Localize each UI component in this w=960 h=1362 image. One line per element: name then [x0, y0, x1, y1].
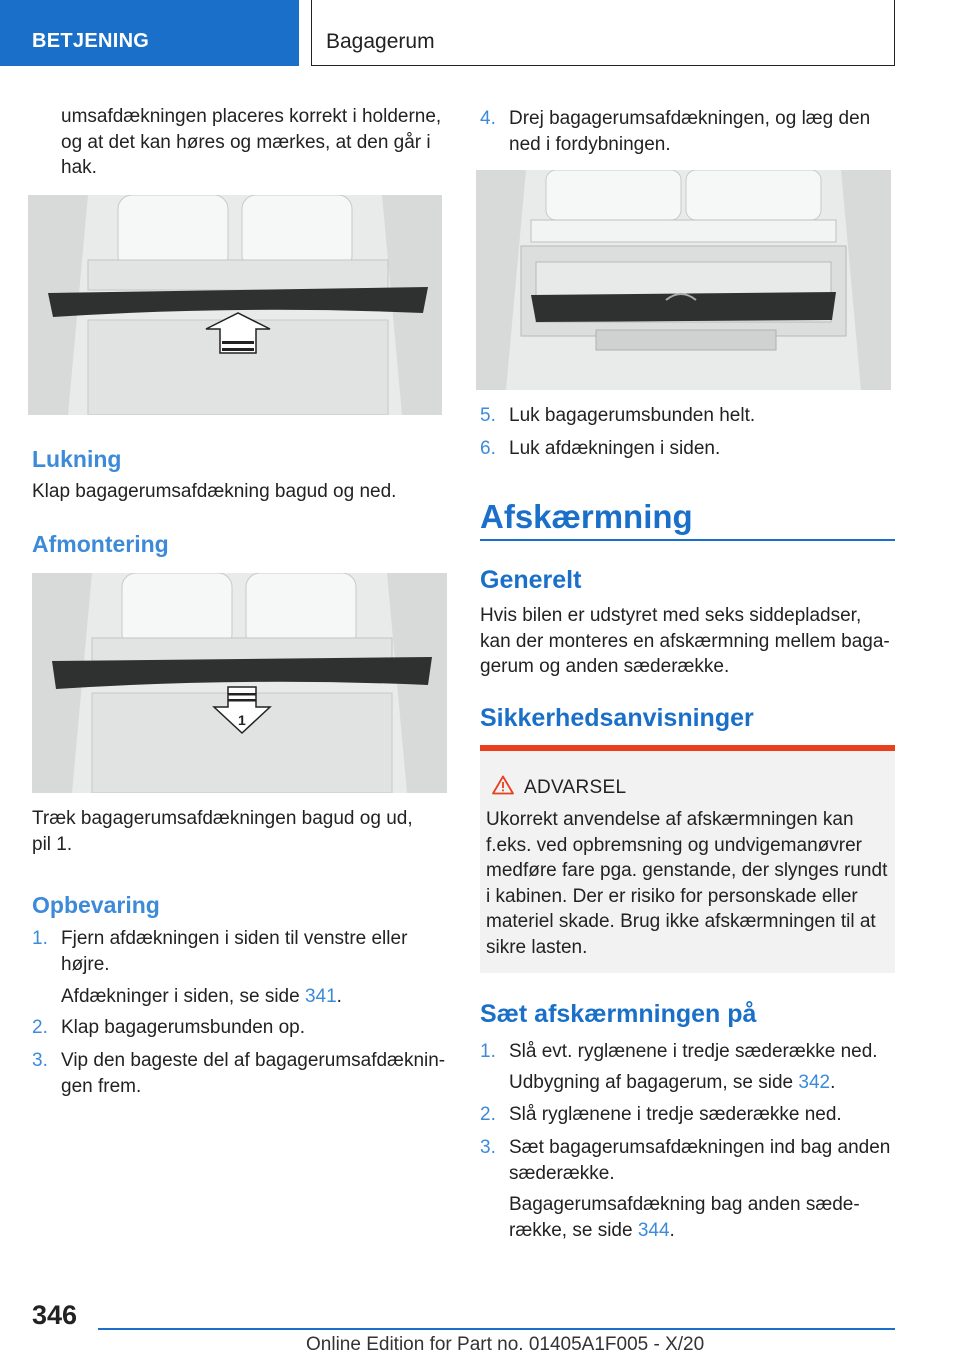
- cargo-cover-stowed-illustration: [476, 170, 891, 390]
- cargo-cover-removal-illustration: [32, 573, 447, 793]
- text-line: Træk bagagerumsafdækningen bagud og ud,: [32, 808, 413, 829]
- text-line: sikre lasten.: [486, 936, 588, 958]
- step-number: 2.: [32, 1017, 48, 1038]
- step-reference: [61, 984, 342, 1010]
- reference-text: række, se side: [509, 1219, 638, 1241]
- step-number: 1.: [32, 928, 48, 949]
- intro-line: og at det kan høres og mærkes, at den går i: [61, 131, 431, 153]
- section-rule: [480, 539, 895, 541]
- step-number: 2.: [480, 1104, 496, 1125]
- step-number: 1.: [480, 1041, 496, 1062]
- step-text: [509, 106, 870, 157]
- text-line: sæderække.: [509, 1162, 615, 1184]
- step-text: [509, 1135, 890, 1186]
- warning-text: [486, 807, 891, 961]
- text-line: i kabinen. Der er risiko for personskade eller: [486, 885, 858, 907]
- step-reference: [509, 1192, 860, 1243]
- page-number: 346: [32, 1300, 78, 1330]
- step-text: Klap bagagerumsbunden op.: [61, 1017, 306, 1038]
- text-line: f.eks. ved opbremsning og undvigemanøvrer: [486, 834, 862, 856]
- section-title: BETJENING: [32, 30, 150, 52]
- text-line: ned i fordybningen.: [509, 133, 671, 155]
- step-text: [61, 1048, 445, 1099]
- page-link-342[interactable]: 342: [798, 1072, 831, 1093]
- text-line: gen frem.: [61, 1075, 142, 1097]
- text-line: gerum og anden sæderække.: [480, 656, 730, 678]
- text-line: Sæt bagagerumsafdækningen ind bag anden: [509, 1137, 891, 1158]
- heading-afskaermning: Afskærmning: [480, 498, 693, 535]
- page-link-344[interactable]: 344: [637, 1219, 670, 1241]
- heading-afmontering: Afmontering: [32, 531, 169, 557]
- figure-cover-stowed: [476, 170, 891, 390]
- text-line: Bagagerumsafdækning bag anden sæde-: [509, 1194, 860, 1215]
- reference-end: .: [669, 1219, 675, 1241]
- step-text: Slå evt. ryglænene i tredje sæderække ned.: [509, 1041, 878, 1062]
- footer-rule: [98, 1328, 895, 1330]
- step-number: 4.: [480, 108, 496, 129]
- step-reference: [509, 1070, 835, 1096]
- intro-paragraph: [61, 104, 441, 181]
- step-text: Slå ryglænene i tredje sæderække ned.: [509, 1104, 842, 1125]
- afmontering-text: [32, 806, 413, 857]
- step-text: Luk afdækningen i siden.: [509, 438, 721, 459]
- generelt-text: [480, 603, 890, 680]
- text-line: Vip den bageste del af bagagerumsafdæknin-: [61, 1050, 446, 1071]
- warning-triangle-icon: [492, 775, 514, 795]
- step-number: 3.: [32, 1050, 48, 1071]
- step-text: [61, 926, 407, 977]
- reference-text: Afdækninger i siden, se side: [61, 986, 305, 1007]
- step-number: 6.: [480, 438, 496, 459]
- reference-end: .: [830, 1072, 836, 1093]
- heading-generelt: Generelt: [480, 566, 582, 594]
- reference-text: Udbygning af bagagerum, se side: [509, 1072, 799, 1093]
- text-line: pil 1.: [32, 833, 73, 855]
- text-line: Fjern afdækningen i siden til venstre eller: [61, 928, 408, 949]
- heading-opbevaring: Opbevaring: [32, 892, 160, 918]
- step-number: 5.: [480, 405, 496, 426]
- page-link-341[interactable]: 341: [304, 986, 337, 1007]
- intro-line: umsafdækningen placeres korrekt i holderne,: [61, 106, 442, 127]
- warning-box: [480, 745, 895, 973]
- step-number: 3.: [480, 1137, 496, 1158]
- reference-end: .: [336, 986, 342, 1007]
- text-line: Drej bagagerumsafdækningen, og læg den: [509, 108, 871, 129]
- intro-line: hak.: [61, 157, 97, 179]
- warning-title: ADVARSEL: [524, 777, 627, 798]
- figure-cover-closing: [28, 195, 442, 415]
- text-line: kan der monteres en afskærmning mellem baga-: [480, 630, 890, 652]
- text-line: materiel skade. Brug ikke afskærmningen til at: [486, 911, 876, 933]
- arrow-label: 1: [238, 712, 246, 728]
- section-tab: [0, 0, 299, 66]
- text-line: Ukorrekt anvendelse af afskærmningen kan: [486, 809, 854, 830]
- heading-sikkerhedsanvisninger: Sikkerhedsanvisninger: [480, 704, 754, 732]
- figure-cover-removal: [32, 573, 447, 793]
- text-line: højre.: [61, 953, 110, 975]
- chapter-title: Bagagerum: [326, 30, 435, 53]
- edition-text: Online Edition for Part no. 01405A1F005 - X/20: [306, 1334, 705, 1355]
- chapter-tab: [311, 0, 895, 66]
- step-text: Luk bagagerumsbunden helt.: [509, 405, 756, 426]
- cargo-cover-illustration: [28, 195, 442, 415]
- heading-saet-afskaermningen: Sæt afskærmningen på: [480, 1000, 757, 1028]
- text-line: Hvis bilen er udstyret med seks siddepladser,: [480, 605, 862, 626]
- text-line: medføre fare pga. genstande, der slynges rundt: [486, 860, 888, 882]
- lukning-text: Klap bagagerumsafdækning bagud og ned.: [32, 481, 397, 502]
- heading-lukning: Lukning: [32, 446, 122, 472]
